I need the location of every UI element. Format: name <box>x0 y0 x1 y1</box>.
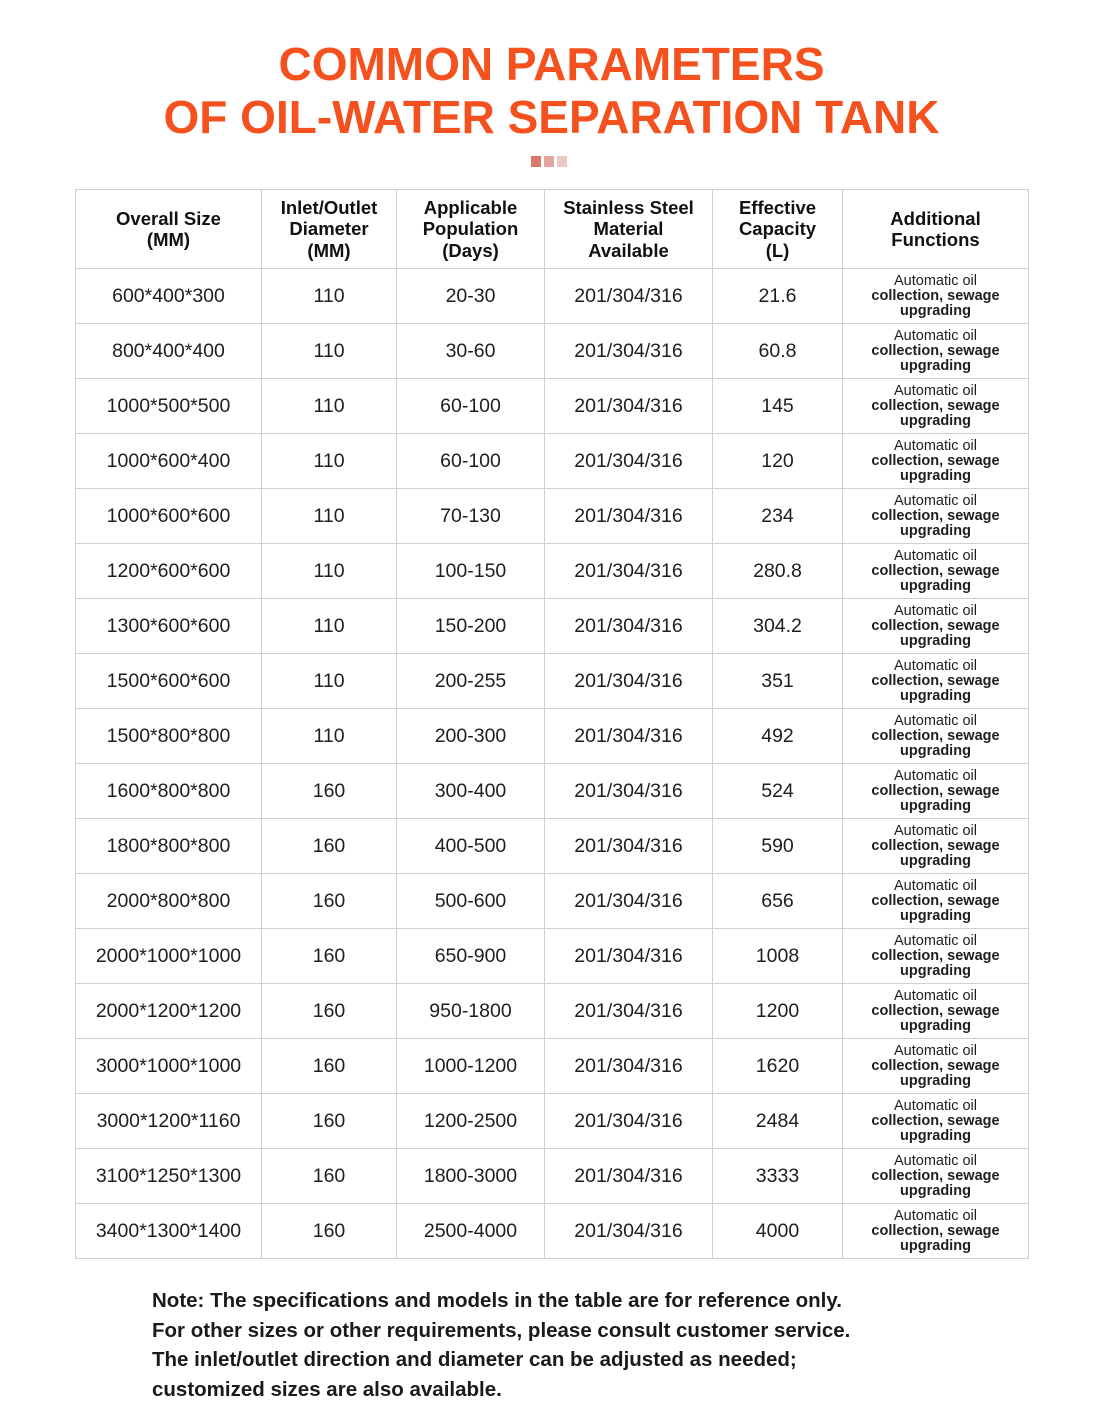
function-line: upgrading <box>900 1237 971 1254</box>
table-row <box>76 764 1029 819</box>
header-line: Applicable <box>423 196 518 218</box>
cell-functions <box>843 324 1029 379</box>
function-line: upgrading <box>900 467 971 484</box>
cell-diameter: 110 <box>262 709 397 764</box>
function-line: Automatic oil <box>893 602 977 619</box>
header-overall-size <box>76 190 262 269</box>
function-line: Automatic oil <box>893 437 977 454</box>
table-row <box>76 544 1029 599</box>
cell-material: 201/304/316 <box>545 379 713 434</box>
cell-population: 200-300 <box>397 709 545 764</box>
function-line: collection, sewage <box>871 782 1000 799</box>
cell-diameter: 110 <box>262 544 397 599</box>
function-line: Automatic oil <box>893 657 977 674</box>
deco-square <box>544 156 554 167</box>
cell-population: 70-130 <box>397 489 545 544</box>
function-line: Automatic oil <box>893 877 977 894</box>
table-row <box>76 874 1029 929</box>
cell-capacity: 590 <box>713 819 843 874</box>
note-line: customized sizes are also available. <box>152 1377 502 1401</box>
table-row <box>76 599 1029 654</box>
deco-square <box>557 156 567 167</box>
header-line: (L) <box>765 239 790 261</box>
cell-overall-size: 1200*600*600 <box>76 544 262 599</box>
cell-population: 200-255 <box>397 654 545 709</box>
function-line: collection, sewage <box>871 837 1000 854</box>
cell-overall-size: 1300*600*600 <box>76 599 262 654</box>
cell-population: 400-500 <box>397 819 545 874</box>
header-line: Stainless Steel <box>563 196 694 218</box>
cell-capacity: 1620 <box>713 1039 843 1094</box>
cell-material: 201/304/316 <box>545 1204 713 1259</box>
title-line-2: OF OIL-WATER SEPARATION TANK <box>163 91 940 143</box>
cell-capacity: 4000 <box>713 1204 843 1259</box>
table-header-row <box>76 190 1029 269</box>
cell-functions <box>843 709 1029 764</box>
function-line: upgrading <box>900 852 971 869</box>
cell-material: 201/304/316 <box>545 764 713 819</box>
function-line: upgrading <box>900 577 971 594</box>
cell-material: 201/304/316 <box>545 819 713 874</box>
cell-functions <box>843 379 1029 434</box>
cell-functions <box>843 269 1029 324</box>
cell-overall-size: 2000*1200*1200 <box>76 984 262 1039</box>
function-line: upgrading <box>900 1127 971 1144</box>
footnote <box>152 1286 850 1404</box>
cell-population: 500-600 <box>397 874 545 929</box>
header-line: Functions <box>891 229 980 250</box>
cell-material: 201/304/316 <box>545 709 713 764</box>
table-row <box>76 1149 1029 1204</box>
cell-capacity: 3333 <box>713 1149 843 1204</box>
header-line: (MM) <box>307 239 351 261</box>
cell-diameter: 160 <box>262 819 397 874</box>
cell-diameter: 110 <box>262 489 397 544</box>
header-line: Inlet/Outlet <box>280 196 378 218</box>
function-line: upgrading <box>900 632 971 649</box>
cell-population: 1000-1200 <box>397 1039 545 1094</box>
header-line: Available <box>588 239 669 261</box>
cell-functions <box>843 1039 1029 1094</box>
function-line: collection, sewage <box>871 727 1000 744</box>
table-body <box>76 269 1029 1259</box>
cell-material: 201/304/316 <box>545 434 713 489</box>
function-line: collection, sewage <box>871 1167 1000 1184</box>
cell-population: 150-200 <box>397 599 545 654</box>
cell-overall-size: 3100*1250*1300 <box>76 1149 262 1204</box>
function-line: upgrading <box>900 1072 971 1089</box>
cell-material: 201/304/316 <box>545 544 713 599</box>
function-line: Automatic oil <box>893 1097 977 1114</box>
cell-capacity: 234 <box>713 489 843 544</box>
function-line: collection, sewage <box>871 1222 1000 1239</box>
header-capacity <box>713 190 843 269</box>
cell-material: 201/304/316 <box>545 269 713 324</box>
function-line: Automatic oil <box>893 712 977 729</box>
function-line: collection, sewage <box>871 1112 1000 1129</box>
table-row <box>76 709 1029 764</box>
cell-diameter: 110 <box>262 434 397 489</box>
header-line: Capacity <box>738 218 817 240</box>
function-line: upgrading <box>900 907 971 924</box>
header-line: Material <box>593 218 664 240</box>
table-row <box>76 434 1029 489</box>
cell-diameter: 160 <box>262 764 397 819</box>
cell-diameter: 160 <box>262 1094 397 1149</box>
cell-population: 2500-4000 <box>397 1204 545 1259</box>
cell-functions <box>843 929 1029 984</box>
header-line: (MM) <box>146 229 191 250</box>
cell-diameter: 160 <box>262 929 397 984</box>
function-line: upgrading <box>900 962 971 979</box>
cell-overall-size: 2000*800*800 <box>76 874 262 929</box>
cell-population: 1800-3000 <box>397 1149 545 1204</box>
function-line: Automatic oil <box>893 987 977 1004</box>
header-line: (Days) <box>442 239 499 261</box>
cell-functions <box>843 654 1029 709</box>
cell-overall-size: 2000*1000*1000 <box>76 929 262 984</box>
cell-population: 30-60 <box>397 324 545 379</box>
cell-overall-size: 600*400*300 <box>76 269 262 324</box>
function-line: collection, sewage <box>871 672 1000 689</box>
cell-capacity: 21.6 <box>713 269 843 324</box>
header-line: Diameter <box>289 218 369 240</box>
header-population <box>397 190 545 269</box>
cell-population: 60-100 <box>397 379 545 434</box>
cell-capacity: 60.8 <box>713 324 843 379</box>
cell-overall-size: 1000*500*500 <box>76 379 262 434</box>
cell-capacity: 656 <box>713 874 843 929</box>
function-line: collection, sewage <box>871 947 1000 964</box>
cell-diameter: 110 <box>262 269 397 324</box>
parameters-table <box>75 189 1029 1259</box>
function-line: Automatic oil <box>893 327 977 344</box>
cell-diameter: 160 <box>262 1039 397 1094</box>
cell-overall-size: 1800*800*800 <box>76 819 262 874</box>
header-line: Population <box>422 218 519 240</box>
cell-population: 950-1800 <box>397 984 545 1039</box>
cell-capacity: 145 <box>713 379 843 434</box>
function-line: collection, sewage <box>871 507 1000 524</box>
cell-diameter: 160 <box>262 874 397 929</box>
function-line: collection, sewage <box>871 452 1000 469</box>
cell-capacity: 351 <box>713 654 843 709</box>
cell-diameter: 160 <box>262 1149 397 1204</box>
cell-material: 201/304/316 <box>545 984 713 1039</box>
cell-overall-size: 1000*600*600 <box>76 489 262 544</box>
page-title <box>0 38 1103 144</box>
cell-population: 650-900 <box>397 929 545 984</box>
cell-population: 20-30 <box>397 269 545 324</box>
function-line: collection, sewage <box>871 617 1000 634</box>
function-line: collection, sewage <box>871 892 1000 909</box>
cell-functions <box>843 599 1029 654</box>
cell-functions <box>843 544 1029 599</box>
cell-functions <box>843 874 1029 929</box>
function-line: Automatic oil <box>893 822 977 839</box>
cell-population: 1200-2500 <box>397 1094 545 1149</box>
function-line: upgrading <box>900 522 971 539</box>
function-line: Automatic oil <box>893 547 977 564</box>
cell-overall-size: 800*400*400 <box>76 324 262 379</box>
cell-material: 201/304/316 <box>545 1039 713 1094</box>
cell-capacity: 120 <box>713 434 843 489</box>
note-line: For other sizes or other requirements, please consult customer service. <box>152 1318 851 1342</box>
cell-functions <box>843 434 1029 489</box>
cell-material: 201/304/316 <box>545 929 713 984</box>
cell-overall-size: 1000*600*400 <box>76 434 262 489</box>
table-row <box>76 654 1029 709</box>
cell-overall-size: 3000*1200*1160 <box>76 1094 262 1149</box>
cell-overall-size: 1600*800*800 <box>76 764 262 819</box>
cell-functions <box>843 984 1029 1039</box>
table-row <box>76 1204 1029 1259</box>
table-row <box>76 929 1029 984</box>
cell-material: 201/304/316 <box>545 599 713 654</box>
cell-overall-size: 3400*1300*1400 <box>76 1204 262 1259</box>
table-row <box>76 379 1029 434</box>
cell-material: 201/304/316 <box>545 654 713 709</box>
note-line: Note: The specifications and models in the table are for reference only. <box>152 1289 842 1312</box>
title-line-1: COMMON PARAMETERS <box>278 38 825 90</box>
note-line: The inlet/outlet direction and diameter can be adjusted as needed; <box>152 1348 797 1371</box>
cell-material: 201/304/316 <box>545 1149 713 1204</box>
cell-capacity: 524 <box>713 764 843 819</box>
table-row <box>76 819 1029 874</box>
function-line: Automatic oil <box>893 1207 977 1224</box>
function-line: upgrading <box>900 1017 971 1034</box>
cell-diameter: 110 <box>262 379 397 434</box>
function-line: upgrading <box>900 302 971 319</box>
cell-overall-size: 1500*600*600 <box>76 654 262 709</box>
cell-population: 300-400 <box>397 764 545 819</box>
cell-material: 201/304/316 <box>545 874 713 929</box>
table-row <box>76 489 1029 544</box>
cell-functions <box>843 819 1029 874</box>
cell-functions <box>843 1149 1029 1204</box>
function-line: upgrading <box>900 687 971 704</box>
cell-population: 60-100 <box>397 434 545 489</box>
function-line: upgrading <box>900 797 971 814</box>
cell-functions <box>843 489 1029 544</box>
function-line: collection, sewage <box>871 342 1000 359</box>
cell-functions <box>843 1204 1029 1259</box>
cell-functions <box>843 1094 1029 1149</box>
table-row <box>76 1039 1029 1094</box>
table-row <box>76 984 1029 1039</box>
function-line: collection, sewage <box>871 287 1000 304</box>
header-diameter <box>262 190 397 269</box>
header-functions <box>843 190 1029 269</box>
function-line: Automatic oil <box>893 272 977 289</box>
table-row <box>76 324 1029 379</box>
function-line: Automatic oil <box>893 932 977 949</box>
cell-capacity: 280.8 <box>713 544 843 599</box>
cell-capacity: 304.2 <box>713 599 843 654</box>
cell-capacity: 1200 <box>713 984 843 1039</box>
title-decoration <box>531 156 567 167</box>
function-line: collection, sewage <box>871 1057 1000 1074</box>
cell-overall-size: 1500*800*800 <box>76 709 262 764</box>
deco-square <box>531 156 541 167</box>
cell-population: 100-150 <box>397 544 545 599</box>
function-line: Automatic oil <box>893 382 977 399</box>
function-line: collection, sewage <box>871 1002 1000 1019</box>
cell-material: 201/304/316 <box>545 1094 713 1149</box>
function-line: upgrading <box>900 412 971 429</box>
cell-capacity: 1008 <box>713 929 843 984</box>
function-line: Automatic oil <box>893 492 977 509</box>
cell-material: 201/304/316 <box>545 489 713 544</box>
cell-diameter: 160 <box>262 984 397 1039</box>
header-line: Effective <box>738 196 817 218</box>
cell-capacity: 492 <box>713 709 843 764</box>
cell-diameter: 160 <box>262 1204 397 1259</box>
cell-diameter: 110 <box>262 654 397 709</box>
header-line: Additional <box>890 207 981 229</box>
table-row <box>76 269 1029 324</box>
cell-overall-size: 3000*1000*1000 <box>76 1039 262 1094</box>
function-line: upgrading <box>900 742 971 759</box>
cell-diameter: 110 <box>262 324 397 379</box>
function-line: collection, sewage <box>871 397 1000 414</box>
cell-capacity: 2484 <box>713 1094 843 1149</box>
header-material <box>545 190 713 269</box>
function-line: Automatic oil <box>893 1042 977 1059</box>
function-line: Automatic oil <box>893 1152 977 1169</box>
table-row <box>76 1094 1029 1149</box>
cell-diameter: 110 <box>262 599 397 654</box>
function-line: upgrading <box>900 357 971 374</box>
cell-material: 201/304/316 <box>545 324 713 379</box>
function-line: upgrading <box>900 1182 971 1199</box>
cell-functions <box>843 764 1029 819</box>
function-line: Automatic oil <box>893 767 977 784</box>
header-line: Overall Size <box>116 207 221 229</box>
function-line: collection, sewage <box>871 562 1000 579</box>
